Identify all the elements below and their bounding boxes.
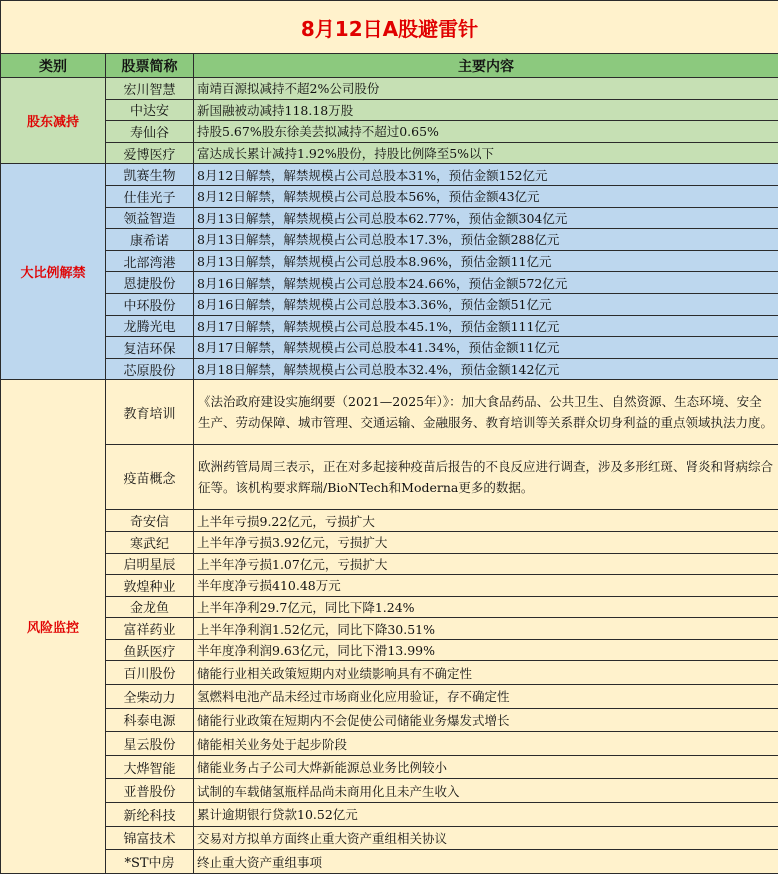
stock-name: 亚普股份: [106, 779, 194, 803]
content-cell: 8月12日解禁，解禁规模占公司总股本56%，预估金额43亿元: [194, 185, 778, 207]
content-cell: 上半年亏损9.22亿元，亏损扩大: [194, 510, 778, 532]
header-category: 类别: [1, 54, 106, 78]
table-row: [1, 685, 778, 709]
table-row: [1, 207, 778, 229]
content-cell: 累计逾期银行贷款10.52亿元: [194, 803, 778, 827]
content-cell: 储能行业相关政策短期内对业绩影响具有不确定性: [194, 661, 778, 685]
stock-name: 中达安: [106, 99, 194, 121]
stock-name: 锦富技术: [106, 826, 194, 850]
table-row: [1, 732, 778, 756]
content-cell: 新国融被动减持118.18万股: [194, 99, 778, 121]
group-shareholder-reduction-label: 股东减持: [1, 78, 106, 164]
table-row: [1, 185, 778, 207]
content-cell: 交易对方拟单方面终止重大资产重组相关协议: [194, 826, 778, 850]
title-row: [1, 1, 778, 54]
table-row: [1, 142, 778, 164]
content-cell: 富达成长累计减持1.92%股份，持股比例降至5%以下: [194, 142, 778, 164]
stock-name: 科泰电源: [106, 708, 194, 732]
content-cell: 8月18日解禁，解禁规模占公司总股本32.4%，预估金额142亿元: [194, 358, 778, 380]
table-row: [1, 553, 778, 575]
content-cell: 8月13日解禁，解禁规模占公司总股本17.3%，预估金额288亿元: [194, 229, 778, 251]
stock-name: *ST中房: [106, 850, 194, 874]
content-cell: 试制的车载储氢瓶样品尚未商用化且未产生收入: [194, 779, 778, 803]
table-row: [1, 337, 778, 359]
stock-name: 百川股份: [106, 661, 194, 685]
stock-name: 鱼跃医疗: [106, 639, 194, 661]
table-row: [1, 445, 778, 510]
table-row: [1, 826, 778, 850]
table-row: [1, 99, 778, 121]
table-row: [1, 272, 778, 294]
content-cell: 8月16日解禁，解禁规模占公司总股本3.36%，预估金额51亿元: [194, 293, 778, 315]
content-cell: 半年度净亏损410.48万元: [194, 575, 778, 597]
content-cell: 上半年净利润1.52亿元，同比下降30.51%: [194, 618, 778, 640]
stock-name: 复洁环保: [106, 337, 194, 359]
stock-name: 寿仙谷: [106, 121, 194, 143]
table-row: [1, 639, 778, 661]
content-cell: 半年度净利润9.63亿元，同比下滑13.99%: [194, 639, 778, 661]
stock-name: 大烨智能: [106, 755, 194, 779]
stock-name: 恩捷股份: [106, 272, 194, 294]
content-cell: 8月17日解禁，解禁规模占公司总股本41.34%，预估金额11亿元: [194, 337, 778, 359]
stock-name: 星云股份: [106, 732, 194, 756]
content-cell: 《法治政府建设实施纲要（2021—2025年）》：加大食品药品、公共卫生、自然资源、生态环境、安全生产、劳动保障、城市管理、交通运输、金融服务、教育培训等关系群众切身利益的重点领域执法力度。: [194, 380, 778, 445]
content-cell: 8月16日解禁，解禁规模占公司总股本24.66%，预估金额572亿元: [194, 272, 778, 294]
group-large-unlock-label: 大比例解禁: [1, 164, 106, 380]
table-row: [1, 358, 778, 380]
stock-name: 凯赛生物: [106, 164, 194, 186]
table-row: [1, 708, 778, 732]
content-cell: 南靖百源拟减持不超2%公司股份: [194, 78, 778, 100]
stock-name: 仕佳光子: [106, 185, 194, 207]
header-row: [1, 54, 778, 78]
stock-name: 疫苗概念: [106, 445, 194, 510]
content-cell: 上半年净亏损3.92亿元，亏损扩大: [194, 531, 778, 553]
table-row: [1, 164, 778, 186]
table-row: [1, 531, 778, 553]
content-cell: 终止重大资产重组事项: [194, 850, 778, 874]
content-cell: 上半年净亏损1.07亿元，亏损扩大: [194, 553, 778, 575]
stock-name: 金龙鱼: [106, 596, 194, 618]
table-row: [1, 121, 778, 143]
stock-name: 富祥药业: [106, 618, 194, 640]
stock-name: 芯原股份: [106, 358, 194, 380]
group-risk-monitor-label: 风险监控: [1, 380, 106, 874]
stock-name: 领益智造: [106, 207, 194, 229]
table-row: [1, 779, 778, 803]
page-title: 8月12日A股避雷针: [1, 1, 778, 54]
stock-name: 敦煌种业: [106, 575, 194, 597]
content-cell: 8月13日解禁，解禁规模占公司总股本62.77%，预估金额304亿元: [194, 207, 778, 229]
content-cell: 储能业务占子公司大烨新能源总业务比例较小: [194, 755, 778, 779]
table-row: [1, 510, 778, 532]
stock-name: 新纶科技: [106, 803, 194, 827]
stock-name: 教育培训: [106, 380, 194, 445]
stock-name: 龙腾光电: [106, 315, 194, 337]
table-row: [1, 618, 778, 640]
stock-name: 宏川智慧: [106, 78, 194, 100]
content-cell: 8月12日解禁，解禁规模占公司总股本31%，预估金额152亿元: [194, 164, 778, 186]
table-row: [1, 596, 778, 618]
stock-name: 中环股份: [106, 293, 194, 315]
table-row: [1, 380, 778, 445]
table-row: [1, 575, 778, 597]
stock-name: 康希诺: [106, 229, 194, 251]
table-row: [1, 293, 778, 315]
table-row: [1, 850, 778, 874]
table-row: [1, 803, 778, 827]
table-row: [1, 755, 778, 779]
stock-name: 爱博医疗: [106, 142, 194, 164]
content-cell: 上半年净利29.7亿元，同比下降1.24%: [194, 596, 778, 618]
stock-name: 寒武纪: [106, 531, 194, 553]
header-content: 主要内容: [194, 54, 778, 78]
table-row: [1, 661, 778, 685]
stock-name: 北部湾港: [106, 250, 194, 272]
table-row: [1, 315, 778, 337]
table-row: [1, 250, 778, 272]
content-cell: 8月17日解禁，解禁规模占公司总股本45.1%，预估金额111亿元: [194, 315, 778, 337]
content-cell: 储能行业政策在短期内不会促使公司储能业务爆发式增长: [194, 708, 778, 732]
content-cell: 持股5.67%股东徐美芸拟减持不超过0.65%: [194, 121, 778, 143]
stock-name: 全柴动力: [106, 685, 194, 709]
content-cell: 氢燃料电池产品未经过市场商业化应用验证，存不确定性: [194, 685, 778, 709]
content-cell: 储能相关业务处于起步阶段: [194, 732, 778, 756]
stock-name: 启明星辰: [106, 553, 194, 575]
table-row: [1, 229, 778, 251]
content-cell: 8月13日解禁，解禁规模占公司总股本8.96%，预估金额11亿元: [194, 250, 778, 272]
content-cell: 欧洲药管局周三表示，正在对多起接种疫苗后报告的不良反应进行调查，涉及多形红斑、肾炎和肾病综合征等。该机构要求辉瑞/BioNTech和Moderna更多的数据。: [194, 445, 778, 510]
table-row: [1, 78, 778, 100]
header-name: 股票简称: [106, 54, 194, 78]
stock-name: 奇安信: [106, 510, 194, 532]
